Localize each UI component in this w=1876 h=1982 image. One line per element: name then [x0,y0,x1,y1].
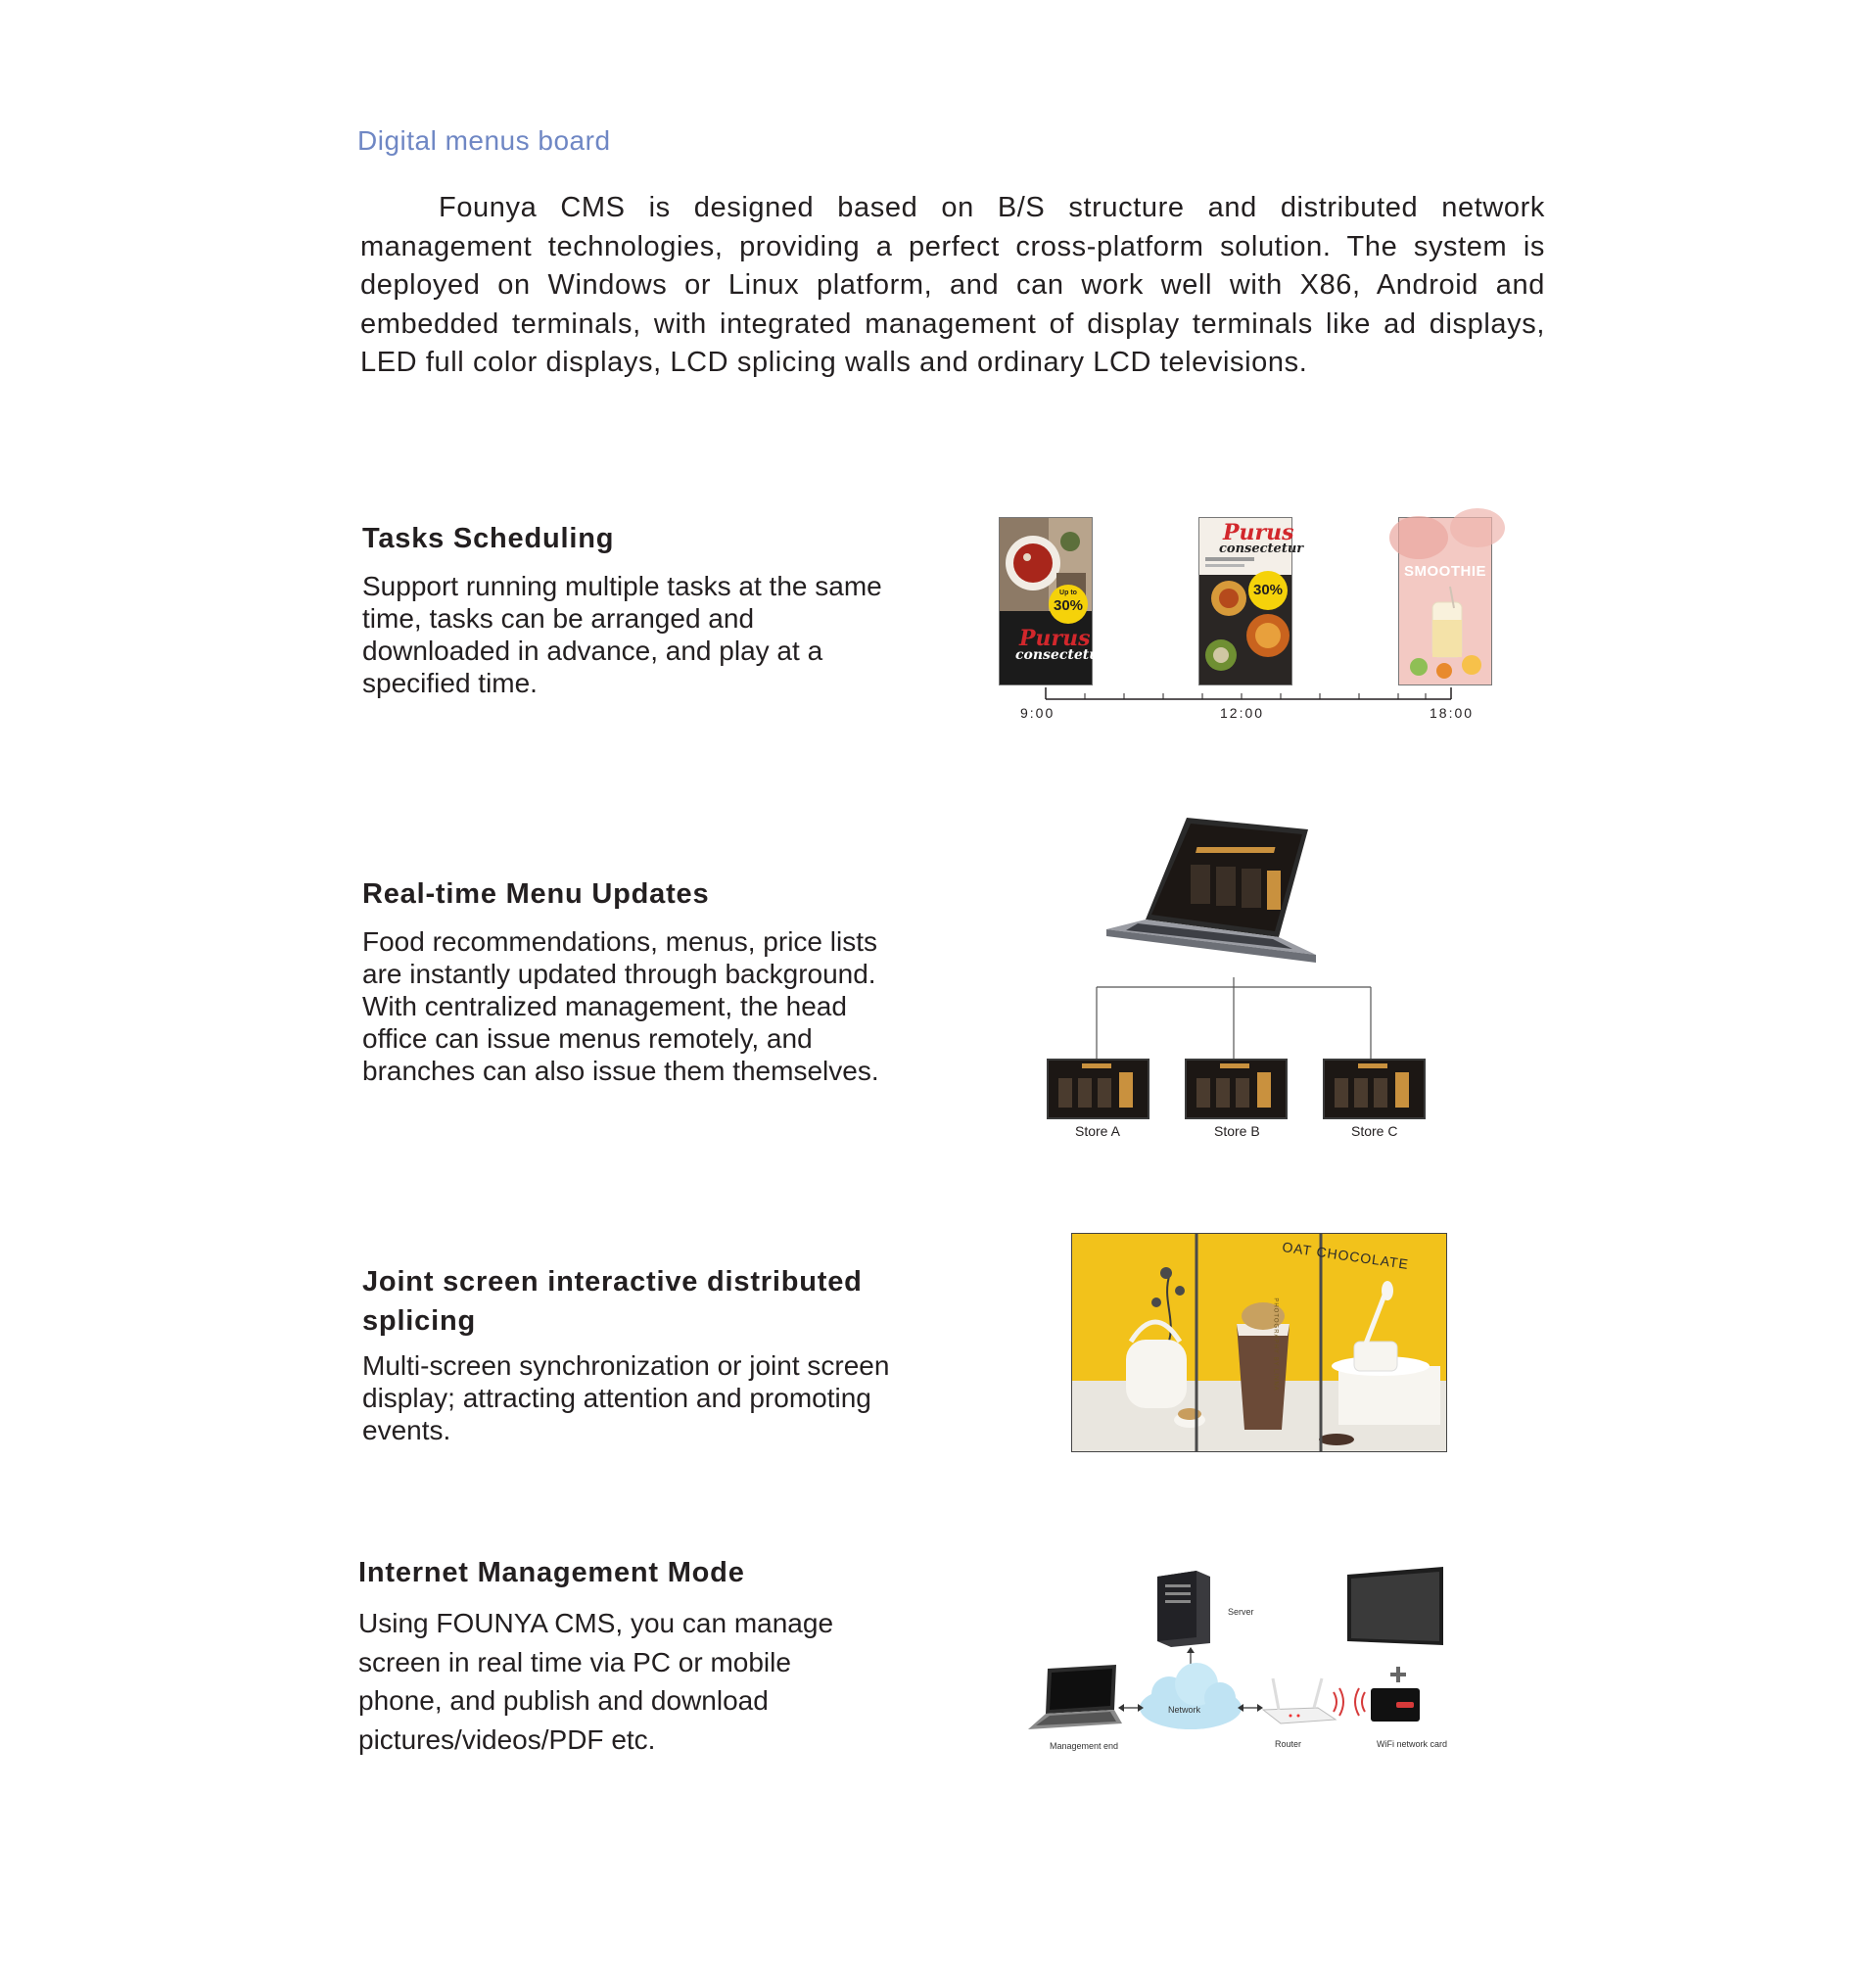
realtime-title: Real-time Menu Updates [362,878,710,910]
wifi-card-label: WiFi network card [1377,1739,1448,1749]
router-icon [1263,1678,1336,1723]
store-b-label: Store B [1214,1123,1260,1139]
splicing-caption: OAT CHOCOLATE [1281,1238,1410,1273]
timeline-label-9: 9:00 [1020,705,1055,721]
store-a-screen [1047,1059,1149,1119]
splicing-vertical-text: PHOTOGRAPHY BY LINNA [1272,1298,1279,1392]
internet-body-line-1: Using FOUNYA CMS, you can manage [358,1608,834,1638]
joint-body: Multi-screen synchronization or joint screen display; attracting attention and promoting events. [362,1350,890,1445]
schedule-poster-3 [1398,517,1492,685]
store-b-screen [1185,1059,1288,1119]
schedule-timeline [1038,685,1459,705]
store-c-label: Store C [1351,1123,1398,1139]
poster-1-badge: Up to 30% [1049,585,1088,624]
cloud-icon [1140,1663,1242,1729]
splicing-wall [1071,1233,1447,1452]
joint-title-line1: Joint screen interactive distributed [362,1266,863,1298]
realtime-body: Food recommendations, menus, price lists are instantly updated through background. With centralized management, the head office can issue menus remotely, and branches can also issue them themselves. [362,926,879,1086]
poster-3-art [1399,518,1491,684]
poster-2-badge-text: 30% [1252,582,1284,598]
schedule-poster-1 [999,517,1106,685]
poster-3-headline: SMOOTHIE [1403,563,1486,580]
poster-2-sub: consectetur [1219,542,1304,556]
server-label: Server [1228,1607,1254,1617]
poster-1-sub: consectetur [1015,647,1106,663]
timeline-label-18: 18:00 [1430,705,1475,721]
management-laptop-icon [1028,1665,1122,1729]
network-label: Network [1168,1705,1201,1715]
intro-paragraph: Founya CMS is designed based on B/S structure and distributed network management technologies, providing a perfect cross-platform solution. The system is deployed on Windows or Linux platform, and can work well with X86, Android and embedded terminals, with integrated management of display terminals like ad displays, LED full color displays, LCD splicing walls and ordinary LCD televisions. [360,192,1545,378]
poster-1-headline: Purus [1019,626,1091,651]
poster-1-badge-text: 30% [1053,597,1084,614]
poster-2-badge [1248,571,1288,610]
display-icon [1347,1567,1443,1645]
store-a-label: Store A [1075,1123,1120,1139]
timeline-label-12: 12:00 [1220,705,1265,721]
network-diagram [1024,1563,1455,1749]
wifi-card-icon [1371,1688,1420,1722]
laptop-illustration [1106,818,1312,979]
schedule-poster-2 [1198,517,1304,685]
internet-title: Internet Management Mode [358,1557,745,1588]
server-icon [1157,1571,1210,1647]
tasks-title: Tasks Scheduling [362,523,615,554]
router-label: Router [1275,1739,1302,1749]
poster-2-headline: Purus [1223,520,1294,545]
management-label: Management end [1050,1741,1119,1751]
store-c-screen [1323,1059,1426,1119]
internet-body [358,1604,907,1759]
tasks-body: Support running multiple tasks at the same time, tasks can be arranged and downloaded in advance, and play at a specified time. [362,571,882,698]
joint-title [362,1262,863,1341]
internet-body-line-4: pictures/videos/PDF etc. [358,1723,656,1755]
joint-title-line2: splicing [362,1305,476,1337]
internet-body-line-3: phone, and publish and download [358,1685,769,1716]
page-title: Digital menus board [357,125,611,156]
distribution-tree [1087,977,1381,1060]
internet-body-line-2: screen in real time via PC or mobile [358,1646,791,1677]
